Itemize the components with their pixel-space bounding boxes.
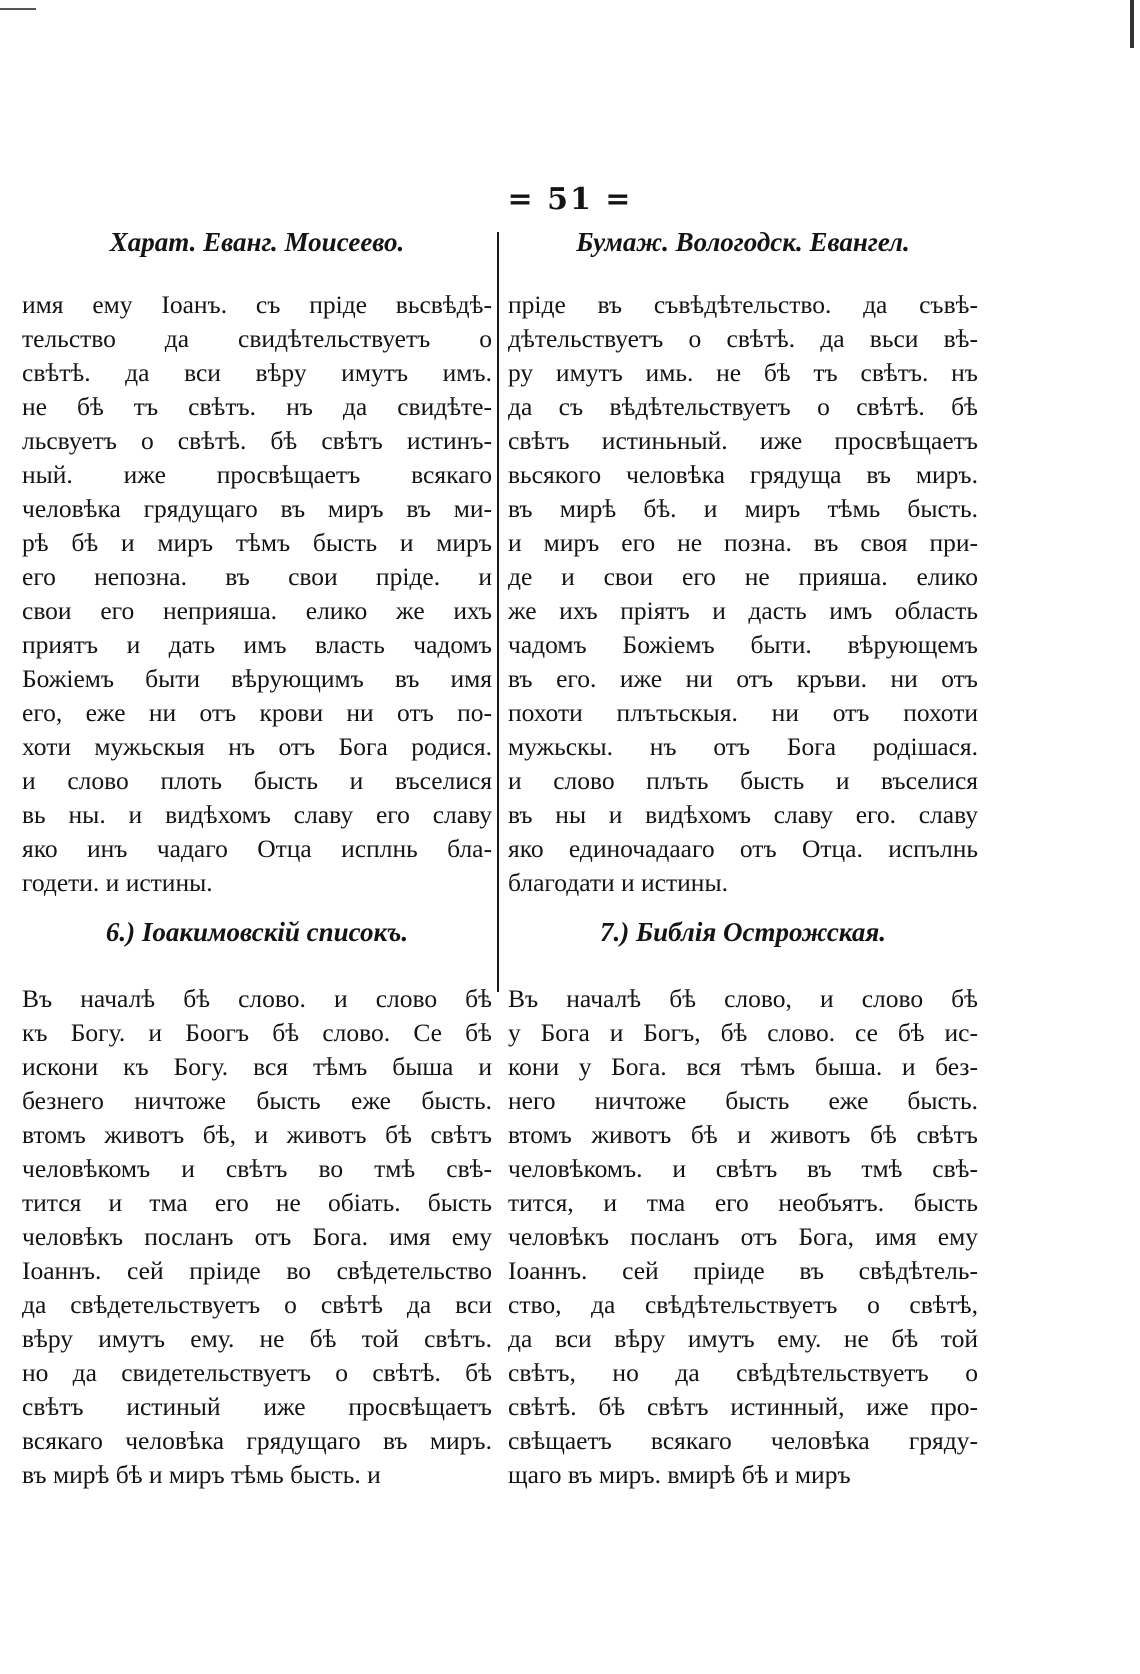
text-line: да съ вѣдѣтельствуетъ о свѣтѣ. бѣ: [508, 392, 978, 421]
text-line: ру имутъ имь. не бѣ тъ свѣтъ. нъ: [508, 358, 978, 387]
right-heading-2: 7.) Библія Острожская.: [600, 917, 886, 947]
text-line: къ Богу. и Боогъ бѣ слово. Се бѣ: [22, 1018, 492, 1047]
text-line: человѣкомъ и свѣтъ во тмѣ свѣ-: [22, 1154, 492, 1183]
text-line: но да свидетельствуетъ о свѣтѣ. бѣ: [22, 1358, 492, 1387]
text-line: тится, и тма его необъятъ. бысть: [508, 1188, 978, 1217]
text-line: Божіемъ быти вѣрующимъ въ имя: [22, 664, 492, 693]
text-line: свѣщаетъ всякаго человѣка гряду-: [508, 1426, 978, 1455]
text-line: втомъ животъ бѣ, и животъ бѣ свѣтъ: [22, 1120, 492, 1149]
text-line: его, еже ни отъ крови ни отъ по-: [22, 698, 492, 727]
text-line: Въ началѣ бѣ слово, и слово бѣ: [508, 984, 978, 1013]
text-line: тельство да свидѣтельствуетъ о: [22, 324, 492, 353]
text-line: имя ему Іоанъ. съ пріде вьсвѣдѣ-: [22, 290, 492, 319]
text-line: рѣ бѣ и миръ тѣмъ бысть и миръ: [22, 528, 492, 557]
text-line: свѣтъ истиный иже просвѣщаетъ: [22, 1392, 492, 1421]
text-line: ство, да свѣдѣтельствуетъ о свѣтѣ,: [508, 1290, 978, 1319]
top-edge-mark: [0, 8, 36, 10]
text-line: и слово плъть бысть и въселися: [508, 766, 978, 795]
left-column: [22, 222, 492, 900]
text-line: Въ началѣ бѣ слово. и слово бѣ: [22, 984, 492, 1013]
text-line: щаго въ миръ. вмирѣ бѣ и миръ: [508, 1460, 851, 1489]
text-line: ный. иже просвѣщаетъ всякаго: [22, 460, 492, 489]
text-line: свои его неприяша. елико же ихъ: [22, 596, 492, 625]
text-line: искони къ Богу. вся тѣмъ быша и: [22, 1052, 492, 1081]
text-line: Іоаннъ. сей пріиде во свѣдетельство: [22, 1256, 492, 1285]
text-line: да свѣдетельствуетъ о свѣтѣ да вси: [22, 1290, 492, 1319]
left-column-2: [22, 912, 492, 1492]
left-heading: Харат. Еванг. Моисеево.: [109, 227, 405, 257]
column-divider: [497, 232, 499, 992]
left-text-2: [22, 982, 492, 1492]
left-text: [22, 288, 492, 900]
text-line: свѣтѣ. бѣ свѣтъ истинный, иже про-: [508, 1392, 978, 1421]
text-line: де и свои его не прияша. елико: [508, 562, 978, 591]
text-line: кони у Бога. вся тѣмъ быша. и без-: [508, 1052, 978, 1081]
text-line: его непозна. въ свои пріде. и: [22, 562, 492, 591]
text-line: безнего ничтоже бысть еже бысть.: [22, 1086, 492, 1115]
text-line: льсвуетъ о свѣтѣ. бѣ свѣтъ истинъ-: [22, 426, 492, 455]
right-text-2: [508, 982, 978, 1492]
right-column: [508, 222, 978, 900]
text-line: похоти плътьскыя. ни отъ похоти: [508, 698, 978, 727]
text-line: чадомъ Божiемъ быти. вѣрующемъ: [508, 630, 978, 659]
text-line: человѣкомъ. и свѣтъ въ тмѣ свѣ-: [508, 1154, 978, 1183]
text-line: мужьскы. нъ отъ Бога родішася.: [508, 732, 978, 761]
text-line: яко инъ чадаго Отца исплнь бла-: [22, 834, 492, 863]
text-line: дѣтельствуетъ о свѣтѣ. да вьси вѣ-: [508, 324, 978, 353]
page-number: = 51 =: [507, 182, 633, 217]
text-line: вьсякого человѣка грядуща въ миръ.: [508, 460, 978, 489]
text-line: свѣтъ истиньный. иже просвѣщаетъ: [508, 426, 978, 455]
right-column-2: [508, 912, 978, 1492]
right-text: [508, 288, 978, 900]
text-line: человѣка грядущаго въ миръ въ ми-: [22, 494, 492, 523]
text-line: въ его. иже ни отъ кръви. ни отъ: [508, 664, 978, 693]
text-line: у Бога и Богъ, бѣ слово. се бѣ ис-: [508, 1018, 978, 1047]
text-line: пріде въ съвѣдѣтельство. да съвѣ-: [508, 290, 978, 319]
text-line: въ мирѣ бѣ и миръ тѣмь бысть. и: [22, 1460, 381, 1489]
text-line: годети. и истины.: [22, 868, 213, 897]
text-line: всякаго человѣка грядущаго въ миръ.: [22, 1426, 492, 1455]
text-line: свѣтъ, но да свѣдѣтельствуетъ о: [508, 1358, 978, 1387]
text-line: да вси вѣру имутъ ему. не бѣ той: [508, 1324, 978, 1353]
text-line: же ихъ прiятъ и дасть имъ область: [508, 596, 978, 625]
text-line: и миръ его не позна. въ своя при-: [508, 528, 978, 557]
text-line: яко единочадааго отъ Отца. испълнь: [508, 834, 978, 863]
text-line: втомъ животъ бѣ и животъ бѣ свѣтъ: [508, 1120, 978, 1149]
right-heading: Бумаж. Вологодск. Евангел.: [576, 227, 910, 257]
text-line: человѣкъ посланъ отъ Бога, имя ему: [508, 1222, 978, 1251]
text-line: вь ны. и видѣхомъ славу его славу: [22, 800, 492, 829]
left-heading-2: 6.) Іоакимовскій списокъ.: [105, 917, 409, 947]
text-line: въ ны и видѣхомъ славу его. славу: [508, 800, 978, 829]
text-line: него ничтоже бысть еже бысть.: [508, 1086, 978, 1115]
text-line: въ мирѣ бѣ. и миръ тѣмь бысть.: [508, 494, 978, 523]
text-line: человѣкъ посланъ отъ Бога. имя ему: [22, 1222, 492, 1251]
right-edge-mark: [1130, 0, 1134, 48]
text-line: приятъ и дать имъ власть чадомъ: [22, 630, 492, 659]
text-line: хоти мужьскыя нъ отъ Бога родися.: [22, 732, 492, 761]
text-line: и слово плоть бысть и въселися: [22, 766, 492, 795]
text-line: благодати и истины.: [508, 868, 728, 897]
text-line: не бѣ тъ свѣтъ. нъ да свидѣте-: [22, 392, 492, 421]
text-line: Іоаннъ. сей пріиде въ свѣдѣтель-: [508, 1256, 978, 1285]
text-line: тится и тма его не обіать. бысть: [22, 1188, 492, 1217]
text-line: свѣтѣ. да вси вѣру имутъ имъ.: [22, 358, 492, 387]
text-line: вѣру имутъ ему. не бѣ той свѣтъ.: [22, 1324, 492, 1353]
